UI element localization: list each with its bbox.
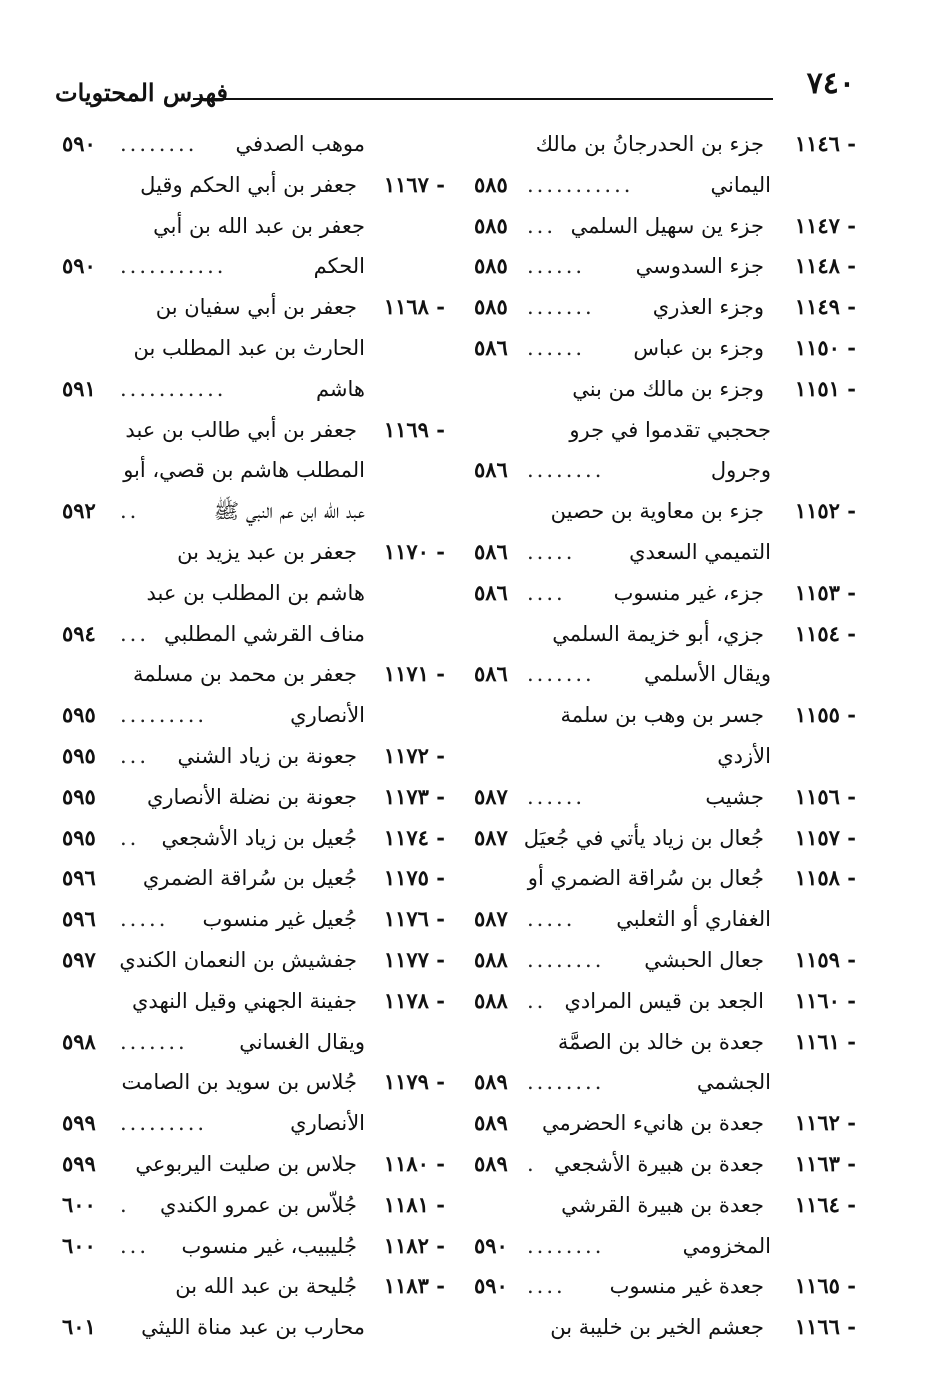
- entry-number: ١١٦٥ -: [794, 1273, 856, 1299]
- entry-page-number: ٥٨٥: [474, 294, 508, 320]
- index-entry: [60, 246, 445, 287]
- entry-name: جُليحة بن عبد الله بن: [175, 1274, 357, 1299]
- page-number: ٧٤٠: [806, 66, 855, 101]
- entry-number: ١١٧٧ -: [383, 946, 445, 972]
- index-entry: [60, 1226, 445, 1267]
- entry-page-number: ٥٨٦: [474, 334, 508, 360]
- dot-leader: ...........: [120, 254, 227, 279]
- entry-name: الحكم: [313, 254, 365, 279]
- index-entry: [60, 1062, 445, 1103]
- entry-name: المخزومي: [682, 1233, 771, 1258]
- entry-page-number: ٥٩٢: [62, 498, 96, 524]
- entry-name: وجزء بن مالك من بني: [572, 376, 764, 401]
- index-entry: [60, 736, 445, 777]
- index-entry: [60, 287, 445, 328]
- entry-number: ١١٦٤ -: [794, 1191, 856, 1217]
- index-entry: [472, 532, 856, 573]
- dot-leader: .........: [120, 1111, 208, 1136]
- entry-name: وجرول: [710, 458, 771, 483]
- index-entry: [60, 369, 445, 410]
- dot-leader: ........: [527, 1070, 605, 1095]
- entry-name: جُلاس بن سويد بن الصامت: [121, 1070, 357, 1095]
- entry-page-number: ٥٩٠: [62, 131, 96, 156]
- header-title: فهرس المحتويات: [55, 78, 229, 107]
- index-entry: [60, 695, 445, 736]
- entry-page-number: ٥٩٥: [62, 783, 96, 809]
- index-entry: [60, 899, 445, 940]
- entry-name: هاشم: [315, 376, 365, 401]
- dot-leader: ..: [120, 499, 140, 524]
- dot-leader: ......: [527, 335, 586, 360]
- index-entry: [60, 410, 445, 451]
- index-entry: [60, 532, 445, 573]
- entry-page-number: ٥٩٥: [62, 742, 96, 768]
- entry-name: اليماني: [710, 172, 771, 197]
- index-entry: [60, 818, 445, 859]
- index-entry: [60, 1103, 445, 1144]
- entry-name: الأزدي: [717, 743, 771, 768]
- dot-leader: .......: [527, 662, 595, 687]
- index-entry: [472, 491, 856, 532]
- index-entry: [472, 287, 856, 328]
- entry-page-number: ٥٩١: [62, 375, 96, 401]
- entry-name: جزء بن معاوية بن حصين: [550, 499, 764, 524]
- entry-number: ١١٦٨ -: [383, 294, 445, 320]
- entry-page-number: ٥٨٨: [474, 946, 508, 972]
- entry-name: الأنصاري: [290, 703, 365, 728]
- entry-page-number: ٥٩٦: [62, 906, 96, 932]
- index-entry: [472, 940, 856, 981]
- entry-name: الجشمي: [696, 1070, 771, 1095]
- dot-leader: .: [120, 1192, 130, 1217]
- index-entry: [60, 654, 445, 695]
- dot-leader: ........: [527, 1233, 605, 1258]
- index-entry: [60, 1307, 445, 1348]
- entry-name: جشيب: [705, 784, 764, 809]
- entry-name: هاشم بن المطلب بن عبد: [146, 580, 365, 605]
- dot-leader: .......: [527, 295, 595, 320]
- entry-page-number: ٥٨٧: [474, 824, 508, 850]
- index-entry: [60, 165, 445, 206]
- index-entry: [472, 1307, 856, 1348]
- entry-name: جعفر بن عبد الله بن أبي: [153, 213, 365, 238]
- entry-page-number: ٥٨٦: [474, 661, 508, 687]
- entry-page-number: ٥٩٦: [62, 865, 96, 891]
- entry-name: جعدة بن هانيء الحضرمي: [541, 1111, 764, 1136]
- index-entry: [60, 1144, 445, 1185]
- index-entry: [60, 614, 445, 655]
- entry-name: الأنصاري: [290, 1111, 365, 1136]
- entry-number: ١١٧٨ -: [383, 987, 445, 1013]
- index-entry: [472, 1144, 856, 1185]
- dot-leader: .......: [120, 1029, 188, 1054]
- entry-number: ١١٧٢ -: [383, 742, 445, 768]
- index-entry: [60, 1185, 445, 1226]
- entry-name: جُعيل بن زياد الأشجعي: [161, 825, 357, 850]
- entry-name: ويقال الغساني: [239, 1029, 365, 1054]
- entry-page-number: ٦٠٠: [62, 1232, 96, 1258]
- index-entry: [60, 777, 445, 818]
- entry-page-number: ٦٠١: [62, 1314, 96, 1340]
- entry-number: ١١٧٣ -: [383, 783, 445, 809]
- entry-name: جعدة بن خالد بن الصمَّة: [557, 1029, 764, 1054]
- index-entry: [60, 124, 445, 165]
- index-entry: [60, 1266, 445, 1307]
- entry-name: التميمي السعدي: [629, 539, 771, 564]
- entry-number: ١١٦٠ -: [794, 987, 856, 1013]
- index-entry: [472, 573, 856, 614]
- entry-number: ١١٨٣ -: [383, 1273, 445, 1299]
- entry-page-number: ٥٨٦: [474, 538, 508, 564]
- index-entry: [472, 206, 856, 247]
- entry-page-number: ٥٨٦: [474, 457, 508, 483]
- entry-number: ١١٧٠ -: [383, 538, 445, 564]
- entry-number: ١١٦٦ -: [794, 1314, 856, 1340]
- index-entry: [60, 206, 445, 247]
- index-entry: [472, 1226, 856, 1267]
- index-entry: [472, 695, 856, 736]
- entry-page-number: ٥٩٥: [62, 702, 96, 728]
- entry-name: وجزء بن عباس: [633, 335, 764, 360]
- entry-number: ١١٦٩ -: [383, 416, 445, 442]
- entry-number: ١١٥٥ -: [794, 702, 856, 728]
- entry-name: جعفر بن أبي طالب بن عبد: [125, 417, 357, 442]
- dot-leader: .: [527, 1151, 537, 1176]
- entry-number: ١١٦٢ -: [794, 1110, 856, 1136]
- entry-number: ١١٤٩ -: [794, 294, 856, 320]
- index-entry: [472, 818, 856, 859]
- entry-name: مناف القرشي المطلبي: [163, 621, 365, 646]
- entry-page-number: ٥٩٥: [62, 824, 96, 850]
- entry-page-number: ٥٨٩: [474, 1150, 508, 1176]
- entry-name: ويقال الأسلمي: [644, 662, 771, 687]
- index-entry: [60, 940, 445, 981]
- dot-leader: .........: [120, 703, 208, 728]
- index-entry: [472, 1103, 856, 1144]
- entry-name: جعونة بن نضلة الأنصاري: [146, 784, 357, 809]
- entry-page-number: ٥٩٠: [62, 253, 96, 279]
- entry-number: ١١٥٤ -: [794, 620, 856, 646]
- entry-page-number: ٦٠٠: [62, 1191, 96, 1217]
- entry-number: ١١٧٥ -: [383, 865, 445, 891]
- entry-number: ١١٦٧ -: [383, 171, 445, 197]
- entry-number: ١١٤٧ -: [794, 212, 856, 238]
- entry-number: ١١٦١ -: [794, 1028, 856, 1054]
- entry-name: جزء، غير منسوب: [613, 580, 764, 605]
- entry-name: جعدة بن هبيرة الأشجعي: [554, 1151, 764, 1176]
- entry-number: ١١٥٢ -: [794, 498, 856, 524]
- entry-page-number: ٥٩٧: [62, 946, 96, 972]
- entry-name: عبد الله ابن عم النبي ﷺ: [213, 499, 365, 524]
- dot-leader: ...: [120, 743, 150, 768]
- entry-number: ١١٧٩ -: [383, 1069, 445, 1095]
- index-entry: [472, 165, 856, 206]
- dot-leader: ......: [527, 254, 586, 279]
- dot-leader: ........: [120, 132, 198, 156]
- entry-name: جسر بن وهب بن سلمة: [560, 703, 764, 728]
- entry-name: جفينة الجهني وقيل النهدي: [131, 988, 357, 1013]
- entry-number: ١١٦٣ -: [794, 1150, 856, 1176]
- entry-page-number: ٥٩٠: [474, 1232, 508, 1258]
- dot-leader: ........: [527, 947, 605, 972]
- entry-name: جُعال بن زياد يأتي في جُعيَل: [523, 825, 764, 850]
- entry-page-number: ٥٨٥: [474, 212, 508, 238]
- entry-name: جفشيش بن النعمان الكندي: [119, 947, 357, 972]
- entry-page-number: ٥٩٩: [62, 1150, 96, 1176]
- index-entry: [472, 450, 856, 491]
- entry-name: المطلب هاشم بن قصي، أبو: [123, 458, 365, 483]
- dot-leader: ..: [120, 825, 140, 850]
- entry-name: جُعيل بن سُراقة الضمري: [142, 866, 357, 891]
- index-entry: [472, 1266, 856, 1307]
- entry-name: الجعد بن قيس المرادي: [564, 988, 764, 1013]
- index-entry: [472, 1185, 856, 1226]
- index-entry: [472, 1022, 856, 1063]
- index-entry: [60, 981, 445, 1022]
- entry-number: ١١٥٠ -: [794, 334, 856, 360]
- entry-name: الغفاري أو الثعلبي: [616, 907, 771, 932]
- index-entry: [472, 614, 856, 655]
- entry-name: الحارث بن عبد المطلب بن: [133, 335, 365, 360]
- dot-leader: .....: [120, 907, 169, 932]
- entry-name: جعدة غير منسوب: [609, 1274, 764, 1299]
- entry-page-number: ٥٨٥: [474, 171, 508, 197]
- dot-leader: ........: [527, 458, 605, 483]
- index-entry: [472, 858, 856, 899]
- entry-page-number: ٥٩٩: [62, 1110, 96, 1136]
- index-entry: [60, 491, 445, 532]
- entry-number: ١١٥٣ -: [794, 579, 856, 605]
- entry-name: جعفر بن أبي سفيان بن: [155, 295, 357, 320]
- entry-number: ١١٥١ -: [794, 375, 856, 401]
- entry-name: جعفر بن محمد بن مسلمة: [133, 662, 357, 687]
- header-rule: [193, 98, 773, 100]
- dot-leader: ....: [527, 1274, 566, 1299]
- dot-leader: ...........: [120, 376, 227, 401]
- entry-number: ١١٧٤ -: [383, 824, 445, 850]
- entry-name: جُليبيب، غير منسوب: [181, 1233, 357, 1258]
- entry-name: جعدة بن هبيرة القرشي: [561, 1192, 764, 1217]
- page-header: [55, 64, 855, 114]
- entry-page-number: ٥٨٩: [474, 1069, 508, 1095]
- entry-name: جُعال بن سُراقة الضمري أو: [527, 866, 764, 891]
- index-entry: [472, 899, 856, 940]
- entry-name: جُلاّس بن عمرو الكندي: [159, 1192, 357, 1217]
- entry-page-number: ٥٨٨: [474, 987, 508, 1013]
- dot-leader: ....: [527, 580, 566, 605]
- entry-name: جزء ين سهيل السلمي: [570, 213, 764, 238]
- entry-number: ١١٨٠ -: [383, 1150, 445, 1176]
- entry-name: جزي، أبو خزيمة السلمي: [552, 621, 764, 646]
- entry-name: جعشم الخير بن خليبة بن: [550, 1315, 764, 1340]
- entry-number: ١١٧١ -: [383, 661, 445, 687]
- entry-name: جُعيل غير منسوب: [202, 907, 357, 932]
- index-entry: [60, 328, 445, 369]
- entry-name: جلاس بن صليت اليربوعي: [135, 1151, 357, 1176]
- index-column-left: [60, 124, 445, 1348]
- entry-page-number: ٥٨٧: [474, 906, 508, 932]
- index-entry: [472, 1062, 856, 1103]
- entry-name: جزء السدوسي: [635, 254, 764, 279]
- entry-number: ١١٨٢ -: [383, 1232, 445, 1258]
- entry-number: ١١٨١ -: [383, 1191, 445, 1217]
- index-entry: [60, 1022, 445, 1063]
- index-entry: [472, 328, 856, 369]
- entry-name: جزء بن الحدرجانُ بن مالك: [535, 132, 764, 156]
- index-entry: [472, 124, 856, 165]
- dot-leader: ......: [527, 784, 586, 809]
- entry-page-number: ٥٩٨: [62, 1028, 96, 1054]
- entry-page-number: ٥٨٧: [474, 783, 508, 809]
- entry-page-number: ٥٩٤: [62, 620, 96, 646]
- entry-name: جحجبي تقدموا في جرو: [569, 417, 771, 442]
- index-entry: [472, 981, 856, 1022]
- entry-number: ١١٥٨ -: [794, 865, 856, 891]
- entry-page-number: ٥٨٩: [474, 1110, 508, 1136]
- dot-leader: .....: [527, 907, 576, 932]
- index-column-right: [472, 124, 856, 1348]
- entry-page-number: ٥٩٠: [474, 1273, 508, 1299]
- index-entry: [60, 573, 445, 614]
- dot-leader: ...: [120, 621, 150, 646]
- entry-name: محارب بن عبد مناة الليثي: [141, 1315, 365, 1340]
- entry-name: جعونة بن زياد الشني: [177, 743, 357, 768]
- entry-page-number: ٥٨٦: [474, 579, 508, 605]
- entry-number: ١١٥٧ -: [794, 824, 856, 850]
- entry-name: جعفر بن عبد يزيد بن: [177, 539, 357, 564]
- index-entry: [472, 736, 856, 777]
- entry-name: موهب الصدفي: [235, 132, 365, 156]
- dot-leader: ...........: [527, 172, 634, 197]
- index-entry: [472, 654, 856, 695]
- entry-number: ١١٥٦ -: [794, 783, 856, 809]
- index-entry: [472, 410, 856, 451]
- dot-leader: ...: [527, 213, 557, 238]
- entry-page-number: ٥٨٥: [474, 253, 508, 279]
- index-entry: [472, 369, 856, 410]
- dot-leader: ..: [527, 988, 547, 1013]
- entry-name: جعال الحبشي: [644, 947, 764, 972]
- entry-name: جعفر بن أبي الحكم وقيل: [140, 172, 357, 197]
- index-entry: [472, 246, 856, 287]
- entry-number: ١١٤٦ -: [794, 131, 856, 156]
- index-entry: [60, 858, 445, 899]
- index-entry: [472, 777, 856, 818]
- entry-number: ١١٧٦ -: [383, 906, 445, 932]
- entry-number: ١١٥٩ -: [794, 946, 856, 972]
- entry-name: وجزء العذري: [652, 295, 764, 320]
- entry-number: ١١٤٨ -: [794, 253, 856, 279]
- dot-leader: .....: [527, 539, 576, 564]
- index-entry: [60, 450, 445, 491]
- dot-leader: ...: [120, 1233, 150, 1258]
